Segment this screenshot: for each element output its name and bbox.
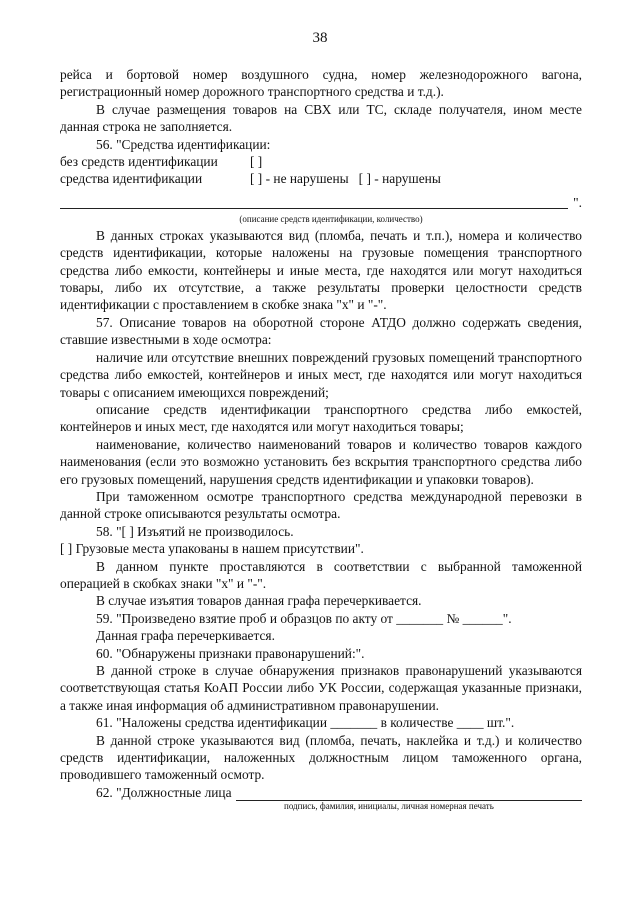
item-60-heading: 60. "Обнаружены признаки правонарушений:".: [96, 645, 365, 661]
paragraph: описание средств идентификации транспортного средства либо емкостей, контейнеров и иных мест, где находятся или могут находиться товары;: [60, 401, 582, 435]
signature-line: [236, 786, 582, 801]
item-57-heading: 57. Описание товаров на оборотной стороне АТДО должно содержать сведения, ставшие известными в ходе осмотра:: [60, 314, 582, 348]
paragraph: В случае изъятия товаров данная графа перечеркивается.: [96, 593, 422, 609]
paragraph: В данной строке указываются вид (пломба, печать, наклейка и т.д.) и количество средств идентификации, наложенных должностным лицом таможенного органа, проводившего таможенный осмотр.: [60, 732, 582, 783]
signature-caption: подпись, фамилия, инициалы, личная номерная печать: [284, 801, 494, 812]
fill-in-line: [60, 208, 568, 209]
item-58-heading: 58. "[ ] Изъятий не производилось.: [96, 523, 294, 539]
paragraph: В данном пункте проставляются в соответствии с выбранной таможенной операцией в скобках знаки "х" и "-".: [60, 558, 582, 591]
identification-present-label: средства идентификации: [60, 171, 203, 187]
item-62-heading: 62. "Должностные лица: [96, 784, 232, 800]
identification-none-checkbox: [ ]: [250, 154, 263, 170]
identification-status-options: [ ] - не нарушены [ ] - нарушены: [250, 171, 441, 187]
page-number: 38: [312, 30, 328, 46]
paragraph: рейса и бортовой номер воздушного судна, номер железнодорожного вагона, регистрационный номер дорожного транспортного средства и т.д.).: [60, 67, 582, 100]
identification-line-caption: (описание средств идентификации, количество): [239, 213, 423, 224]
identification-none-label: без средств идентификации: [60, 154, 218, 170]
identification-row-present: [60, 170, 582, 187]
paragraph: наименование, количество наименований товаров и количество товаров каждого наименования (если это возможно установить без вскрытия транспортного средства либо его грузовых помещений, нарушения средств идентификации и упаковки товаров).: [60, 436, 582, 487]
item-56-heading: 56. "Средства идентификации:: [96, 136, 271, 152]
closing-quote: ".: [573, 195, 582, 211]
document-body: [60, 66, 582, 812]
item-61-heading: 61. "Наложены средства идентификации _______ в количестве ____ шт.".: [96, 715, 515, 731]
identification-description-line: [60, 192, 582, 214]
paragraph: Данная графа перечеркивается.: [96, 628, 275, 644]
item-62-signature-row: [60, 784, 582, 801]
paragraph: При таможенном осмотре транспортного средства международной перевозки в данной строке описываются результаты осмотра.: [60, 488, 582, 522]
paragraph: В данной строке в случае обнаружения признаков правонарушений указываются соответствующая статья КоАП России либо УК России, содержащая указанные признаки, а также иная информация об административном правонарушении.: [60, 663, 582, 713]
paragraph: [ ] Грузовые места упакованы в нашем присутствии".: [60, 541, 364, 557]
item-59-heading: 59. "Произведено взятие проб и образцов по акту от _______ № ______".: [96, 610, 512, 626]
identification-row-none: [60, 153, 582, 170]
paragraph: В случае размещения товаров на СВХ или ТС, складе получателя, ином месте данная строка не заполняется.: [60, 101, 582, 135]
paragraph: наличие или отсутствие внешних повреждений грузовых помещений транспортного средства либо емкостей, контейнеров и иных мест, где находятся или могут находиться товары с описанием имеющихся повреждений;: [60, 349, 582, 400]
paragraph: В данных строках указываются вид (пломба, печать и т.п.), номера и количество средств идентификации, которые наложены на грузовые помещения транспортного средства либо емкости, контейнеры и иные места, где находятся или могут находиться товары, либо их отсутствие, а также результаты проверки целостности средств идентификации с проставлением в скобке знака "х" и "-".: [60, 227, 582, 313]
